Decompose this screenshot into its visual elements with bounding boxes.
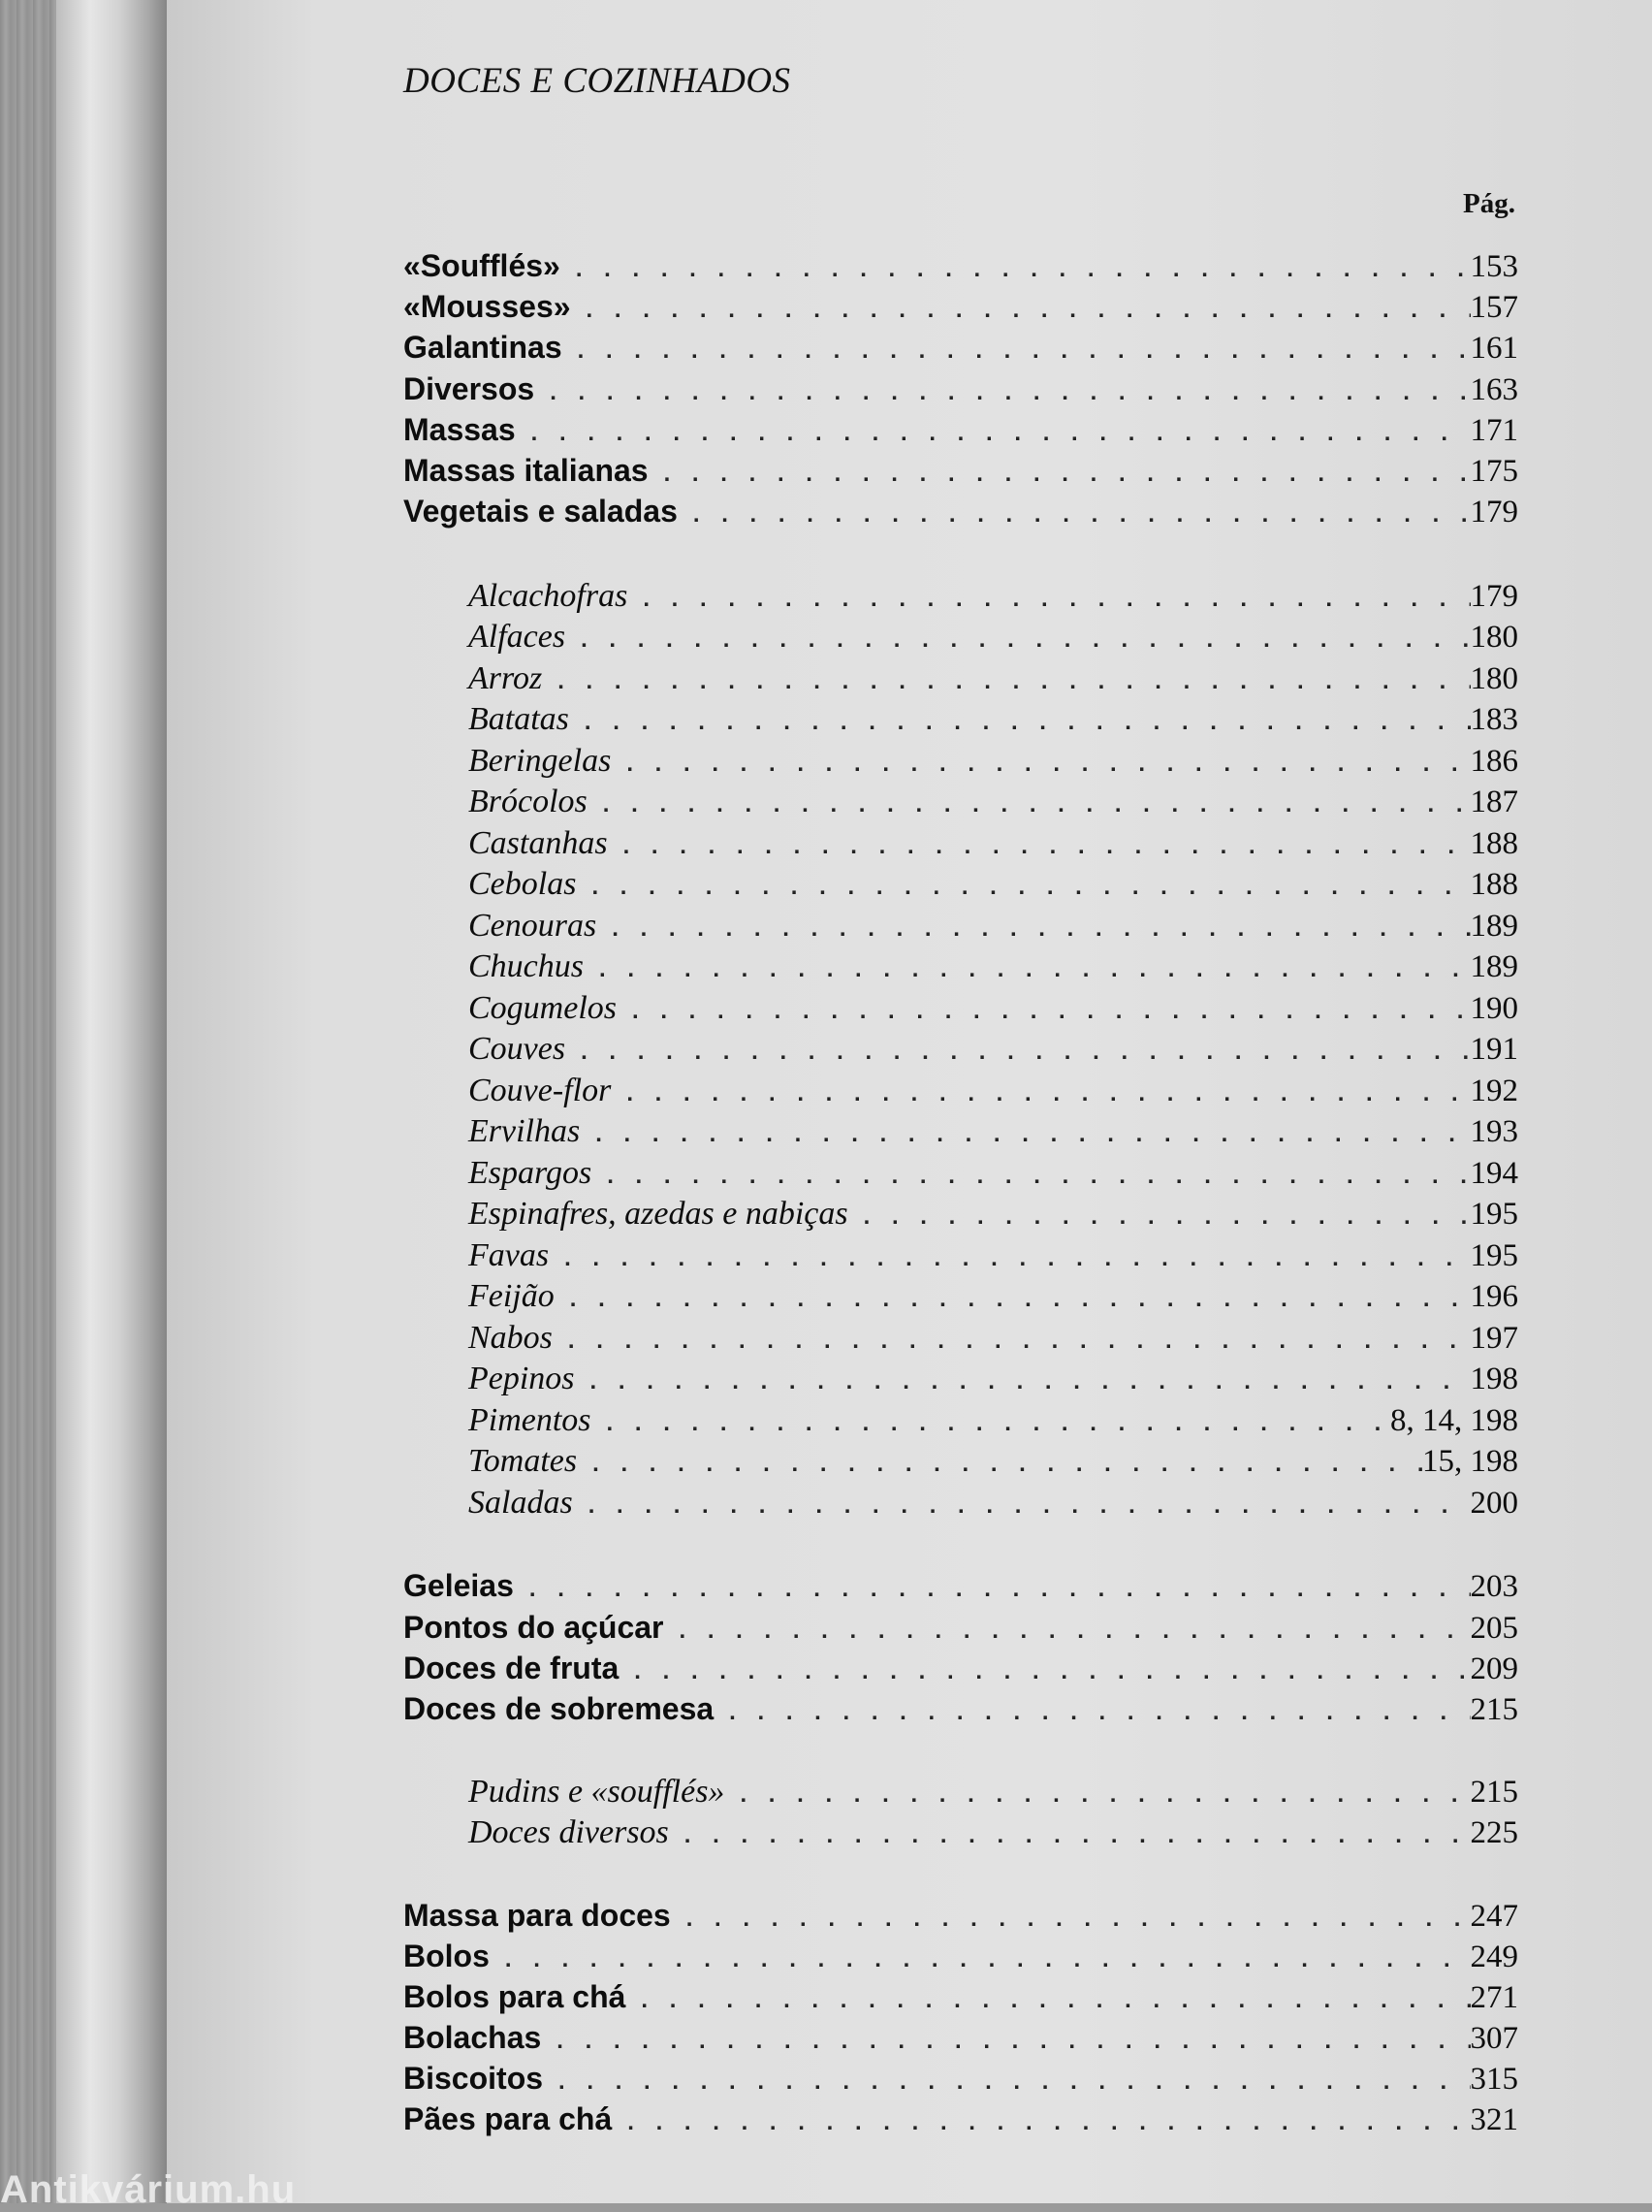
- entry-page-number: 171: [1470, 413, 1518, 448]
- entry-page-number: 209: [1470, 1651, 1518, 1686]
- entry-title: Biscoitos: [403, 2061, 544, 2096]
- dot-leader: [542, 668, 1470, 695]
- entry-title: Doces diversos: [468, 1814, 669, 1850]
- toc-subentry: [468, 1278, 1518, 1317]
- dot-leader: [580, 1121, 1470, 1148]
- toc-subentry: [468, 1113, 1518, 1152]
- entry-title: Pimentos: [468, 1402, 591, 1438]
- entry-page-number: 249: [1470, 1940, 1518, 1974]
- entry-title: Cenouras: [468, 908, 597, 944]
- dot-leader: [588, 791, 1471, 818]
- entry-page-number: 205: [1470, 1611, 1518, 1646]
- dot-leader: [591, 1410, 1390, 1437]
- dot-leader: [534, 379, 1470, 406]
- dot-leader: [541, 2028, 1470, 2055]
- entry-title: Alfaces: [468, 619, 566, 655]
- toc-subentry: [468, 619, 1518, 657]
- dot-leader: [543, 2068, 1470, 2096]
- dot-leader: [611, 751, 1470, 778]
- entry-title: Pudins e «soufflés»: [468, 1774, 725, 1810]
- dot-leader: [553, 1328, 1471, 1355]
- entry-title: Batatas: [468, 701, 569, 737]
- entry-title: Vegetais e saladas: [403, 494, 678, 529]
- toc-subentry: [468, 825, 1518, 864]
- dot-leader: [573, 1492, 1471, 1520]
- entry-title: Saladas: [468, 1485, 573, 1521]
- entry-page-number: 315: [1470, 2062, 1518, 2097]
- entry-page-number: 190: [1470, 991, 1518, 1026]
- entry-title: Alcachofras: [468, 578, 628, 614]
- dot-leader: [569, 709, 1471, 736]
- toc-entry: [403, 2061, 1518, 2100]
- entry-page-number: 15, 198: [1422, 1444, 1518, 1479]
- entry-page-number: 195: [1470, 1197, 1518, 1232]
- entry-page-number: 186: [1470, 744, 1518, 779]
- toc-subentry: [468, 908, 1518, 946]
- entry-title: Geleias: [403, 1568, 514, 1603]
- entry-page-number: 271: [1470, 1980, 1518, 2015]
- entry-page-number: 180: [1470, 620, 1518, 655]
- entry-page-number: 307: [1470, 2021, 1518, 2056]
- dot-leader: [724, 1781, 1470, 1809]
- entry-title: Beringelas: [468, 743, 612, 779]
- dot-leader: [612, 2109, 1470, 2136]
- entry-page-number: 321: [1470, 2102, 1518, 2137]
- dot-leader: [565, 626, 1470, 654]
- entry-page-number: 192: [1470, 1074, 1518, 1108]
- dot-leader: [577, 1451, 1422, 1478]
- dot-leader: [575, 1368, 1471, 1395]
- dot-leader: [664, 1618, 1471, 1645]
- entry-page-number: 179: [1470, 495, 1518, 529]
- dot-leader: [514, 1576, 1471, 1603]
- toc-entry: [403, 248, 1518, 287]
- toc-subentry: [468, 743, 1518, 782]
- toc-subentry: [468, 1774, 1518, 1812]
- toc-subentry: [468, 1237, 1518, 1276]
- entry-page-number: 157: [1470, 290, 1518, 325]
- dot-leader: [571, 297, 1471, 324]
- entry-title: Cogumelos: [468, 990, 617, 1026]
- entry-page-number: 225: [1470, 1815, 1518, 1850]
- toc-subentry: [468, 1361, 1518, 1399]
- dot-leader: [714, 1699, 1470, 1726]
- dot-leader: [555, 1286, 1471, 1313]
- toc-entry: [403, 371, 1518, 410]
- entry-page-number: 180: [1470, 661, 1518, 696]
- dot-leader: [549, 1245, 1470, 1272]
- toc-entry: [403, 1691, 1518, 1730]
- dot-leader: [560, 256, 1471, 283]
- entry-page-number: 215: [1470, 1775, 1518, 1810]
- entry-title: Bolos para chá: [403, 1979, 626, 2014]
- entry-page-number: 194: [1470, 1156, 1518, 1191]
- toc-entry: [403, 1651, 1518, 1689]
- entry-title: Favas: [468, 1237, 550, 1273]
- entry-page-number: 175: [1470, 454, 1518, 489]
- entry-title: Diversos: [403, 371, 535, 406]
- toc-subentry: [468, 578, 1518, 617]
- entry-page-number: 247: [1470, 1899, 1518, 1934]
- toc-subentry: [468, 1155, 1518, 1194]
- entry-page-number: 191: [1470, 1032, 1518, 1067]
- entry-title: Bolos: [403, 1939, 490, 1973]
- entry-page-number: 188: [1470, 867, 1518, 902]
- toc-subentry: [468, 1402, 1518, 1441]
- entry-title: Espargos: [468, 1155, 592, 1191]
- entry-page-number: 197: [1470, 1321, 1518, 1356]
- toc-entry: [403, 2101, 1518, 2140]
- page-column-label: Pág.: [1463, 188, 1515, 219]
- toc-subentry: [468, 1443, 1518, 1482]
- toc-subentry: [468, 701, 1518, 740]
- running-title: DOCES E COZINHADOS: [403, 61, 791, 101]
- toc-entry: [403, 330, 1518, 369]
- dot-leader: [576, 874, 1470, 901]
- entry-page-number: 163: [1470, 372, 1518, 407]
- toc-subentry: [468, 948, 1518, 987]
- dot-leader: [669, 1822, 1471, 1849]
- toc-subentry: [468, 1814, 1518, 1853]
- dot-leader: [671, 1906, 1471, 1933]
- entry-title: Arroz: [468, 660, 543, 696]
- entry-page-number: 179: [1470, 579, 1518, 614]
- entry-title: «Mousses»: [403, 289, 571, 324]
- dot-leader: [625, 1987, 1470, 2014]
- entry-title: Tomates: [468, 1443, 578, 1479]
- toc-subentry: [468, 1031, 1518, 1070]
- entry-page-number: 200: [1470, 1486, 1518, 1521]
- entry-title: Pepinos: [468, 1361, 575, 1396]
- entry-title: Ervilhas: [468, 1113, 581, 1149]
- dot-leader: [617, 998, 1471, 1025]
- entry-title: Couve-flor: [468, 1073, 612, 1108]
- dot-leader: [678, 501, 1471, 529]
- dot-leader: [516, 420, 1471, 447]
- dot-leader: [611, 1080, 1470, 1107]
- toc-entry: [403, 1979, 1518, 2018]
- toc-entry: [403, 494, 1518, 532]
- entry-page-number: 196: [1470, 1279, 1518, 1314]
- toc-subentry: [468, 1485, 1518, 1523]
- entry-page-number: 8, 14, 198: [1390, 1403, 1518, 1438]
- entry-title: Cebolas: [468, 866, 577, 902]
- toc-subentry: [468, 990, 1518, 1029]
- entry-page-number: 189: [1470, 909, 1518, 944]
- dot-leader: [584, 956, 1471, 983]
- toc-subentry: [468, 784, 1518, 822]
- entry-title: Feijão: [468, 1278, 555, 1314]
- entry-page-number: 198: [1470, 1362, 1518, 1396]
- entry-title: Pães para chá: [403, 2101, 613, 2136]
- toc-entry: [403, 289, 1518, 328]
- watermark: Antikvárium.hu: [0, 2168, 297, 2211]
- entry-title: Bolachas: [403, 2020, 542, 2055]
- entry-page-number: 161: [1470, 331, 1518, 366]
- toc-subentry: [468, 1320, 1518, 1359]
- entry-title: Couves: [468, 1031, 566, 1067]
- toc-entry: [403, 1898, 1518, 1937]
- entry-page-number: 153: [1470, 249, 1518, 284]
- entry-title: Chuchus: [468, 948, 584, 984]
- entry-title: Pontos do açúcar: [403, 1610, 664, 1645]
- entry-title: Brócolos: [468, 784, 588, 819]
- dot-leader: [490, 1946, 1471, 1973]
- toc-entry: [403, 1939, 1518, 1977]
- dot-leader: [562, 337, 1471, 365]
- dot-leader: [627, 586, 1470, 613]
- entry-page-number: 183: [1470, 702, 1518, 737]
- toc-subentry: [468, 866, 1518, 905]
- entry-page-number: 193: [1470, 1114, 1518, 1149]
- toc-entry: [403, 1568, 1518, 1607]
- dot-leader: [619, 1658, 1470, 1685]
- entry-page-number: 188: [1470, 826, 1518, 861]
- entry-title: Massa para doces: [403, 1898, 671, 1933]
- toc-subentry: [468, 660, 1518, 699]
- entry-title: Massas: [403, 412, 516, 447]
- entry-title: «Soufflés»: [403, 248, 560, 283]
- dot-leader: [591, 1163, 1470, 1190]
- entry-page-number: 189: [1470, 949, 1518, 984]
- dot-leader: [565, 1039, 1470, 1066]
- dot-leader: [649, 461, 1471, 488]
- dot-leader: [848, 1203, 1471, 1231]
- entry-title: Galantinas: [403, 330, 562, 365]
- dot-leader: [608, 833, 1471, 860]
- toc-entry: [403, 1610, 1518, 1649]
- toc-entry: [403, 453, 1518, 492]
- toc-entry: [403, 2020, 1518, 2059]
- entry-title: Doces de sobremesa: [403, 1691, 715, 1726]
- entry-title: Doces de fruta: [403, 1651, 620, 1685]
- entry-page-number: 187: [1470, 785, 1518, 819]
- toc-entry: [403, 412, 1518, 451]
- dot-leader: [596, 915, 1470, 943]
- entry-page-number: 195: [1470, 1238, 1518, 1273]
- entry-page-number: 215: [1470, 1692, 1518, 1727]
- entry-title: Nabos: [468, 1320, 553, 1356]
- entry-title: Espinafres, azedas e nabiças: [468, 1196, 848, 1232]
- entry-title: Castanhas: [468, 825, 608, 861]
- entry-title: Massas italianas: [403, 453, 649, 488]
- toc-subentry: [468, 1073, 1518, 1111]
- entry-page-number: 203: [1470, 1569, 1518, 1604]
- toc-subentry: [468, 1196, 1518, 1234]
